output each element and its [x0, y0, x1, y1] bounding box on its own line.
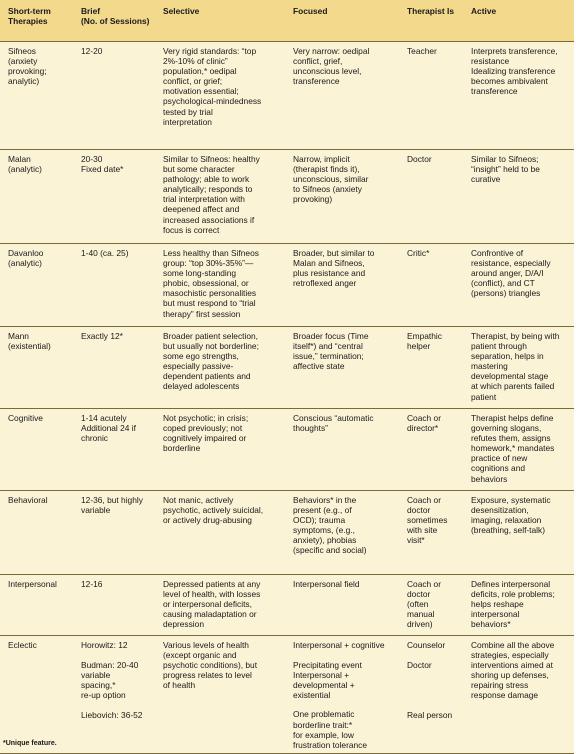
cell-line: (analytic) [8, 258, 42, 269]
cell-line: masochistic personalities [163, 288, 257, 299]
cell-line: focus is correct [163, 224, 220, 235]
cell-line: Mann [8, 331, 29, 341]
cell-line: progress relates to level [163, 670, 252, 681]
cell-line: re-up option [81, 690, 126, 701]
cell-line: Less healthy than Sifneos [163, 248, 259, 258]
cell-line: Therapist helps define [471, 413, 554, 423]
cell-therapist [402, 327, 466, 409]
cell-line: 2%-10% of clinic” [163, 56, 228, 67]
cell-line: Conscious “automatic [293, 413, 374, 423]
cell-line: patient [471, 391, 497, 402]
cell-line: Additional 24 if [81, 423, 136, 434]
cell-line: some long-standing [163, 268, 237, 279]
cell-line: Behavioral [8, 495, 48, 505]
cell-line: phobic, obsessional, or [163, 278, 249, 289]
cell-line: deepened affect and [163, 204, 240, 215]
table-row [0, 327, 574, 409]
cell-line: resistance, especially [471, 258, 551, 269]
cell-brief [76, 244, 158, 327]
cell-line: One problematic [293, 709, 355, 720]
cell-line: driven) [407, 619, 433, 630]
cell-line: (analytic) [8, 164, 42, 175]
cell-line: response damage [471, 690, 539, 701]
cell-line: (except organic and [163, 650, 237, 661]
cell-line: helper [407, 341, 431, 352]
cell-line: 12-16 [81, 579, 103, 589]
cell-selective [158, 244, 288, 327]
cell-selective [158, 575, 288, 636]
cell-line: anxiety), phobias [293, 535, 357, 546]
cell-focused [288, 575, 402, 636]
cell-line: present (e.g., of [293, 505, 352, 516]
brief-budman [81, 660, 155, 700]
cell-line: with site [407, 525, 438, 536]
cell-line: transference [293, 76, 340, 87]
cell-line: Very rigid standards: “top [163, 46, 257, 56]
header-short-term-therapies [0, 0, 76, 42]
cell-line: Broader patient selection, [163, 331, 258, 341]
cell-active [466, 636, 574, 754]
cell-line: shoring up defenses, [471, 670, 549, 681]
cell-line: Doctor [407, 154, 432, 164]
cell-line: delayed adolescents [163, 381, 240, 392]
cell-line: affective state [293, 361, 345, 372]
cell-line: curative [471, 174, 501, 185]
cell-line: Horowitz: 12 [81, 640, 128, 650]
cell-line: coped previously; not [163, 423, 243, 434]
header-selective: Selective [158, 0, 288, 42]
table-row [0, 244, 574, 327]
cell-line: Malan and Sifneos, [293, 258, 365, 269]
cell-line: psychotic conditions), but [163, 660, 258, 671]
cell-line: variable [81, 505, 111, 516]
cell-line: separation, helps in [471, 351, 544, 362]
cell-line: or actively drug-abusing [163, 515, 252, 526]
cell-line: behaviors* [471, 619, 511, 630]
cell-line: causing maladaptation or [163, 609, 257, 620]
cell-therapy [0, 409, 76, 491]
cell-line: helps reshape [471, 599, 524, 610]
cell-line: becomes ambivalent [471, 76, 548, 87]
cell-line: provoking) [293, 194, 333, 205]
cell-line: around anger, D/A/I [471, 268, 544, 279]
cell-line: 12-20 [81, 46, 103, 56]
cell-line: Similar to Sifneos: healthy [163, 154, 260, 164]
cell-line: issue,” termination; [293, 351, 364, 362]
cell-line: imaging, relaxation [471, 515, 542, 526]
cell-line: Similar to Sifneos; [471, 154, 539, 164]
cell-line: plus resistance and [293, 268, 366, 279]
cell-line: 1-14 acutely [81, 413, 127, 423]
cell-line: analytic) [8, 76, 40, 87]
cell-selective [158, 42, 288, 150]
focused-part [293, 640, 399, 650]
cell-line: Coach or [407, 413, 441, 423]
cell-line: Critic* [407, 248, 430, 258]
cell-line: governing slogans, [471, 423, 542, 434]
cell-therapist [402, 42, 466, 150]
cell-line: developmental stage [471, 371, 549, 382]
cell-line: Exactly 12* [81, 331, 123, 341]
cell-line: analytically; responds to [163, 184, 253, 195]
cell-line: borderline [163, 443, 201, 454]
cell-selective [158, 150, 288, 244]
cell-line: population,* oedipal [163, 66, 237, 77]
cell-brief [76, 150, 158, 244]
cell-line: Very narrow: oedipal [293, 46, 370, 56]
cell-active [466, 491, 574, 575]
cell-line: resistance [471, 56, 510, 67]
cell-line: existential [293, 690, 331, 701]
cell-line: 12-36, but highly [81, 495, 143, 505]
header-therapist-is: Therapist Is [402, 0, 466, 42]
cell-therapy [0, 575, 76, 636]
cell-line: dependent patients and [163, 371, 251, 382]
cell-line: Not psychotic; in crisis; [163, 413, 249, 423]
cell-therapist [402, 491, 466, 575]
cell-line: sometimes [407, 515, 448, 526]
cell-line: pathology; able to work [163, 174, 250, 185]
cell-line: Precipitating event [293, 660, 362, 671]
table-row [0, 42, 574, 150]
cell-line: (existential) [8, 341, 51, 352]
cell-line: for example, low [293, 729, 354, 740]
brief-liebovich [81, 710, 155, 720]
cell-line: Behaviors* in the [293, 495, 357, 505]
cell-line: some ego strengths, [163, 351, 239, 362]
cell-line: borderline trait:* [293, 719, 353, 730]
header-brief [76, 0, 158, 42]
table-row [0, 491, 574, 575]
cell-line: Idealizing transference [471, 66, 556, 77]
cell-line: cognitively impaired or [163, 433, 247, 444]
cell-line: Combine all the above [471, 640, 555, 650]
cell-focused [288, 636, 402, 754]
cell-active [466, 244, 574, 327]
cell-line: symptoms, (e.g., [293, 525, 355, 536]
cell-active [466, 42, 574, 150]
table-row-eclectic [0, 636, 574, 754]
cell-therapist [402, 636, 466, 754]
cell-line: Exposure, systematic [471, 495, 551, 505]
cell-line: Fixed date* [81, 164, 124, 175]
cell-line: Budman: 20-40 [81, 660, 139, 671]
cell-line: at which parents failed [471, 381, 555, 392]
cell-line: Davanloo [8, 248, 44, 258]
cell-therapy [0, 327, 76, 409]
cell-line: Malan [8, 154, 31, 164]
cell-line: (therapist finds it), [293, 164, 360, 175]
cell-line: Defines interpersonal [471, 579, 551, 589]
cell-line: Real person [407, 710, 453, 721]
cell-line: Empathic [407, 331, 442, 341]
cell-line: level of health, with losses [163, 589, 261, 600]
cell-line: doctor [407, 589, 431, 600]
cell-line: Eclectic [8, 640, 37, 650]
cell-line: trial interpretation with [163, 194, 245, 205]
cell-focused [288, 409, 402, 491]
table-row [0, 575, 574, 636]
cell-line: tested by trial [163, 106, 213, 117]
header-line: Short-term [8, 6, 51, 16]
cell-line: “insight” held to be [471, 164, 540, 175]
cell-line: interpersonal [471, 609, 520, 620]
cell-line: Coach or [407, 579, 441, 589]
cell-line: deficits, role problems; [471, 589, 555, 600]
cell-active [466, 409, 574, 491]
cell-line: Therapist, by being with [471, 331, 560, 341]
cell-line: Various levels of health [163, 640, 249, 650]
cell-therapy [0, 244, 76, 327]
focused-part [293, 709, 399, 749]
cell-therapist [402, 150, 466, 244]
cell-line: repairing stress [471, 680, 529, 691]
cell-active [466, 150, 574, 244]
cell-line: psychological-mindedness [163, 96, 262, 107]
cell-line: refutes them, assigns [471, 433, 551, 444]
cell-line: unconscious, similar [293, 174, 369, 185]
cell-line: developmental + [293, 680, 355, 691]
cell-line: frustration tolerance [293, 739, 368, 750]
cell-focused [288, 327, 402, 409]
cell-line: strategies, especially [471, 650, 549, 661]
cell-line: Interpersonal field [293, 579, 360, 589]
cell-line: chronic [81, 433, 108, 444]
cell-line: transference [471, 86, 518, 97]
cell-line: conflict, grief, [293, 56, 343, 67]
header-line: (No. of Sessions) [81, 16, 150, 27]
footnote: *Unique feature. [3, 740, 57, 747]
cell-brief [76, 575, 158, 636]
header-active: Active [466, 0, 574, 42]
cell-line: but must respond to “trial [163, 298, 256, 309]
cell-line: Interprets transference, [471, 46, 558, 56]
cell-line: conflict, or grief; [163, 76, 223, 87]
table-header-row [0, 0, 574, 42]
cell-line: motivation essential; [163, 86, 239, 97]
cell-line: itself*) and “central [293, 341, 363, 352]
cell-line: (breathing, self-talk) [471, 525, 546, 536]
cell-line: manual [407, 609, 435, 620]
cell-line: homework,* mandates [471, 443, 555, 454]
cell-line: practice of new [471, 453, 528, 464]
cell-line: but usually not borderline; [163, 341, 259, 352]
cell-line: Broader focus (Time [293, 331, 369, 341]
cell-line: Interpersonal + [293, 670, 350, 681]
cell-line: Narrow, implicit [293, 154, 350, 164]
brief-horowitz [81, 640, 155, 650]
cell-line: OCD); trauma [293, 515, 346, 526]
cell-therapist [402, 575, 466, 636]
cell-therapy [0, 636, 76, 754]
cell-line: Counselor [407, 640, 446, 650]
cell-line: 20-30 [81, 154, 103, 164]
cell-brief [76, 491, 158, 575]
cell-active [466, 327, 574, 409]
header-focused: Focused [288, 0, 402, 42]
cell-line: interpretation [163, 116, 212, 127]
cell-selective [158, 636, 288, 754]
cell-line: 1-40 (ca. 25) [81, 248, 129, 258]
cell-line: cognitions and [471, 463, 526, 474]
cell-therapy [0, 42, 76, 150]
cell-active [466, 575, 574, 636]
cell-line: Broader, but similar to [293, 248, 375, 258]
cell-line: Sifneos [8, 46, 36, 56]
cell-line: (anxiety [8, 56, 38, 67]
cell-line: Depressed patients at any [163, 579, 261, 589]
cell-line: therapy” first session [163, 308, 241, 319]
cell-line: patient through [471, 341, 527, 352]
cell-line: psychotic, actively suicidal, [163, 505, 264, 516]
cell-line: variable [81, 670, 111, 681]
cell-line: thoughts” [293, 423, 328, 434]
cell-line: of health [163, 680, 196, 691]
cell-line: but some character [163, 164, 235, 175]
cell-line: or interpersonal deficits, [163, 599, 252, 610]
cell-focused [288, 491, 402, 575]
cell-therapist [402, 409, 466, 491]
table-row [0, 150, 574, 244]
therapist-part [407, 710, 463, 720]
cell-line: (persons) triangles [471, 288, 541, 299]
cell-line: doctor [407, 505, 431, 516]
header-line: Brief [81, 6, 101, 16]
cell-line: to Sifneos (anxiety [293, 184, 362, 195]
cell-line: unconscious level, [293, 66, 362, 77]
cell-therapist [402, 244, 466, 327]
cell-selective [158, 491, 288, 575]
cell-line: Interpersonal + cognitive [293, 640, 385, 650]
table-body [0, 42, 574, 754]
cell-brief [76, 636, 158, 754]
cell-line: depression [163, 619, 204, 630]
cell-line: Confrontive of [471, 248, 524, 258]
cell-brief [76, 409, 158, 491]
cell-line: (conflict), and CT [471, 278, 535, 289]
cell-line: especially passive- [163, 361, 234, 372]
cell-focused [288, 150, 402, 244]
cell-line: Interpersonal [8, 579, 57, 589]
table-row [0, 409, 574, 491]
cell-focused [288, 244, 402, 327]
cell-line: provoking; [8, 66, 47, 77]
cell-selective [158, 327, 288, 409]
cell-focused [288, 42, 402, 150]
cell-line: Cognitive [8, 413, 43, 423]
cell-line: director* [407, 423, 439, 434]
cell-line: mastering [471, 361, 508, 372]
therapist-part [407, 660, 463, 670]
header-line: Therapies [8, 16, 48, 27]
cell-line: visit* [407, 535, 425, 546]
focused-part [293, 660, 399, 700]
cell-therapy [0, 150, 76, 244]
cell-line: (often [407, 599, 429, 610]
cell-line: Teacher [407, 46, 437, 56]
therapist-part [407, 640, 463, 650]
cell-line: increased associations if [163, 214, 255, 225]
cell-line: retroflexed anger [293, 278, 357, 289]
cell-line: Not manic, actively [163, 495, 234, 505]
cell-therapy [0, 491, 76, 575]
cell-line: (specific and social) [293, 545, 367, 556]
cell-line: Liebovich: 36-52 [81, 710, 143, 721]
cell-line: desensitization, [471, 505, 529, 516]
cell-selective [158, 409, 288, 491]
cell-line: interventions aimed at [471, 660, 553, 671]
cell-line: Coach or [407, 495, 441, 505]
cell-line: group: “top 30%-35%”— [163, 258, 254, 269]
cell-line: Doctor [407, 660, 432, 671]
cell-brief [76, 42, 158, 150]
cell-line: spacing,* [81, 680, 116, 691]
cell-brief [76, 327, 158, 409]
cell-line: behaviors [471, 473, 508, 484]
